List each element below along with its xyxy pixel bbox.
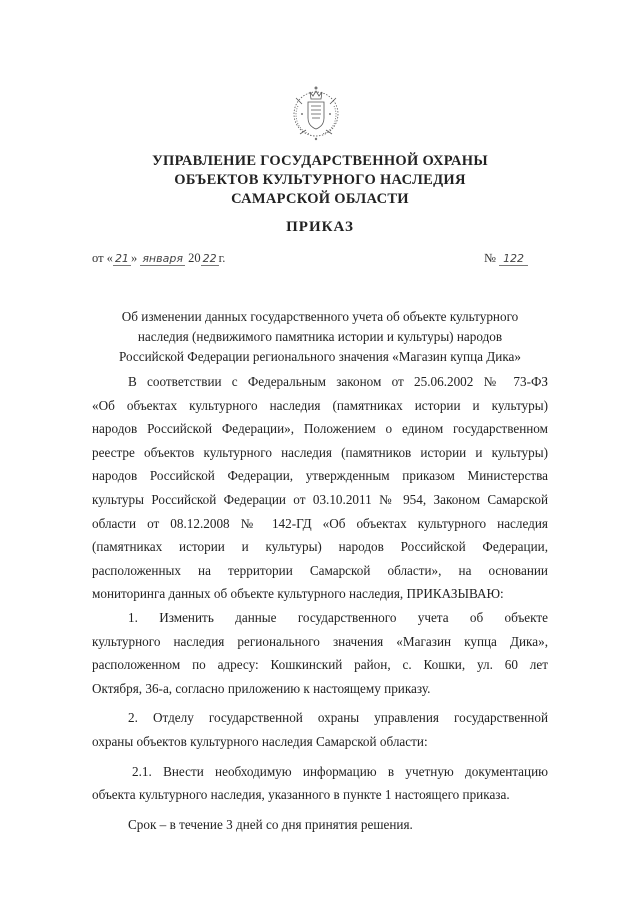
document-subject (92, 307, 548, 367)
number-value: 122 (499, 252, 528, 266)
body-line: Октября, 36-а, согласно приложению к настоящему приказу. (92, 680, 431, 696)
body-line: 2.1. Внести необходимую информацию в учетную документацию (132, 763, 548, 779)
body-line: культуры Российской Федерации от 03.10.2011 № 954, Законом Самарской (92, 491, 548, 507)
body-line: 1. Изменить данные государственного учета об объекте (128, 609, 548, 625)
body-line: культурного наследия регионального значения «Магазин купца Дика», (92, 633, 548, 649)
number-prefix: № (484, 251, 496, 265)
body-line: мониторинга данных об объекте культурного наследия, ПРИКАЗЫВАЮ: (92, 586, 504, 602)
date-month: января (142, 252, 183, 265)
date-prefix: от « (92, 251, 113, 265)
coat-of-arms-icon (288, 84, 344, 146)
document-body (92, 370, 548, 836)
body-line: народов Российской Федерации», Положением о едином государственном (92, 421, 548, 437)
body-line: области от 08.12.2008 № 142-ГД «Об объектах культурного наследия (92, 515, 548, 531)
body-line: (памятниках истории и культуры) народов Российской Федерации, (92, 539, 548, 555)
date-suffix: г. (218, 251, 226, 265)
body-line: 2. Отделу государственной охраны управления государственной (128, 710, 548, 726)
subject-line: наследия (недвижимого памятника истории и культуры) народов (137, 329, 503, 344)
body-line: В соответствии с Федеральным законом от 25.06.2002 № 73-ФЗ (128, 374, 548, 389)
body-line: Срок – в течение 3 дней со дня принятия решения. (128, 816, 413, 832)
subject-line: Об изменении данных государственного учета об объекте культурного (121, 309, 519, 324)
body-line: расположенных на территории Самарской области», на основании (92, 562, 548, 578)
body-line: охраны объектов культурного наследия Самарской области: (92, 733, 428, 749)
body-line: объекта культурного наследия, указанного в пункте 1 настоящего приказа. (92, 787, 510, 803)
agency-line: ОБЪЕКТОВ КУЛЬТУРНОГО НАСЛЕДИЯ (174, 172, 466, 188)
date-year: 22 (202, 252, 217, 265)
document-type: ПРИКАЗ (286, 219, 354, 235)
date-mid: » (130, 251, 138, 265)
agency-line: САМАРСКОЙ ОБЛАСТИ (231, 191, 409, 207)
body-line: расположенном по адресу: Кошкинский район, с. Кошки, ул. 60 лет (92, 657, 548, 673)
date-line (92, 251, 225, 266)
agency-line: УПРАВЛЕНИЕ ГОСУДАРСТВЕННОЙ ОХРАНЫ (152, 153, 488, 169)
body-line: реестре объектов культурного наследия (памятников истории и культуры) (92, 444, 548, 460)
date-day: 21 (114, 252, 129, 265)
body-line: народов Российской Федерации, утвержденным приказом Министерства (92, 468, 548, 484)
body-line: «Об объектах культурного наследия (памятниках истории и культуры) (92, 397, 548, 413)
date-year-prefix: 20 (188, 251, 201, 265)
agency-name (100, 152, 540, 209)
subject-line: Российской Федерации регионального значения «Магазин купца Дика» (118, 349, 521, 364)
document-number (484, 251, 528, 266)
